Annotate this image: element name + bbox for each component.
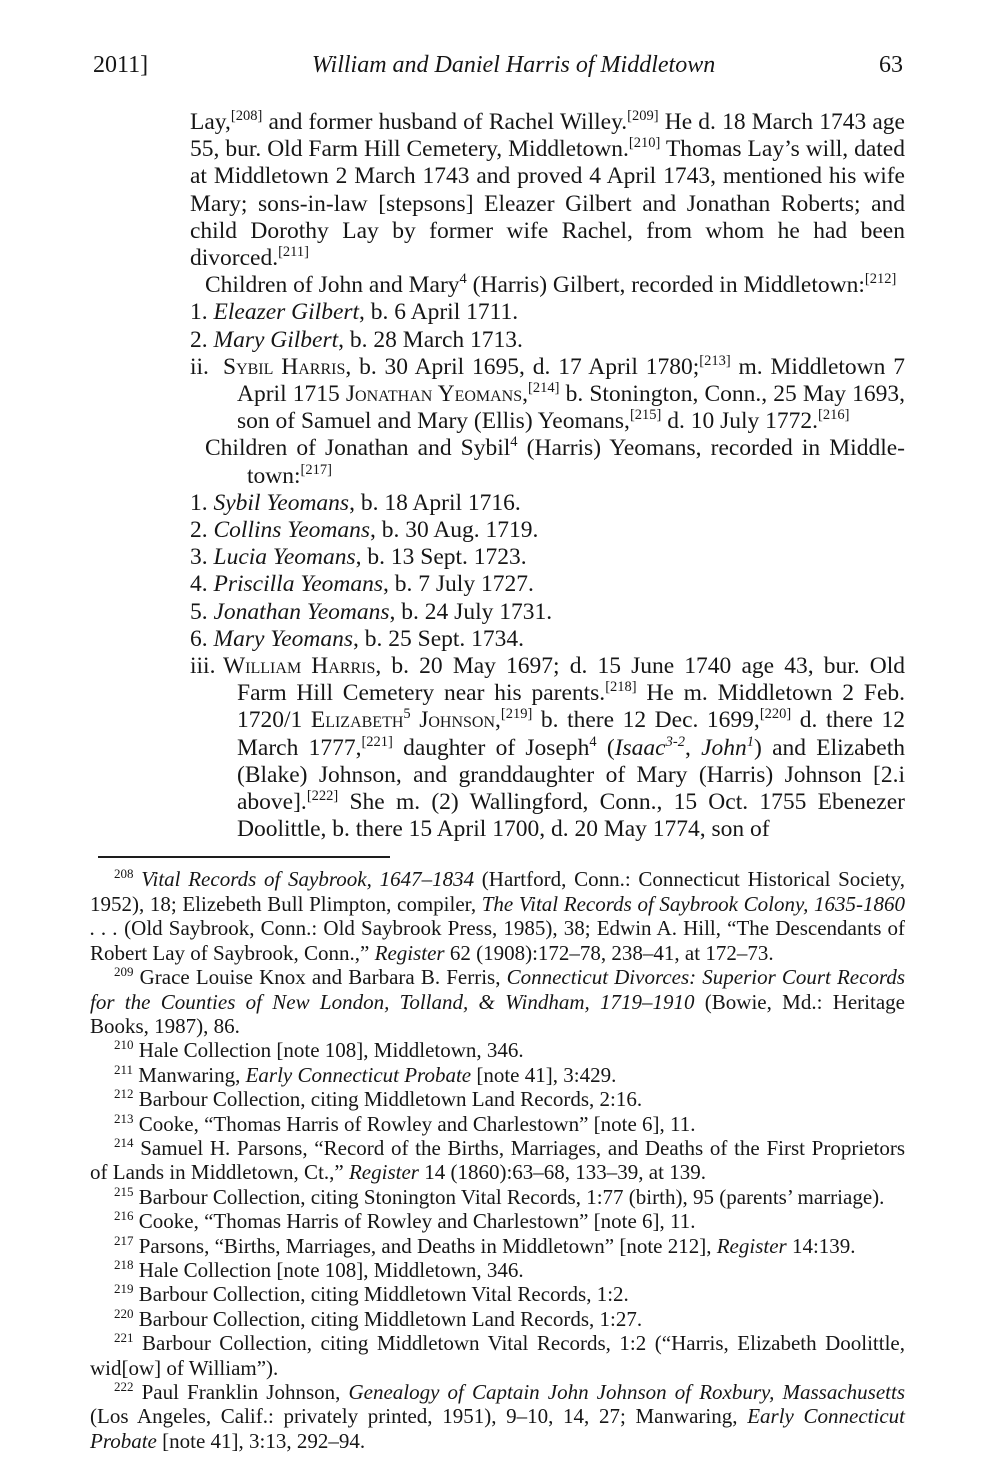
footnote-number: 219 — [114, 1281, 134, 1297]
text-run: daughter of Joseph — [392, 734, 590, 761]
text-run: Priscilla Yeomans — [213, 571, 384, 598]
text-run: Manwaring, — [138, 1062, 246, 1087]
text-run: 6. — [190, 625, 214, 652]
text-run: Connecticut Divorces: Superior Court Records for the Counties of New London, Tolland, & Windham, 1719–1910 — [90, 965, 906, 1014]
text-run: Eleazer Gilbert — [213, 299, 360, 326]
entry-roman-numeral: iii. — [190, 653, 216, 680]
text-run: b. Stonington, Conn., 25 May 1693, son of Samuel and Mary (Ellis) Yeomans, — [237, 381, 905, 435]
footnote-reference: [209] — [627, 108, 659, 125]
footnote-number: 210 — [114, 1037, 134, 1053]
child-item-sybil-yeomans — [190, 490, 905, 517]
footnote-number: 222 — [114, 1379, 134, 1395]
text-run: , — [522, 381, 529, 408]
text-run: Register — [716, 1233, 787, 1258]
text-run: , b. 18 April 1716. — [349, 489, 521, 516]
text-run: (Hartford, Conn.: Connecticut Historical Society, 1952), 18; Elizebeth Bull Plimpton, compiler, — [90, 867, 906, 916]
text-run: Johnson — [419, 707, 496, 734]
footnote-214 — [90, 1136, 905, 1185]
text-run: Barbour Collection, citing Middletown Land Records, 2:16. — [138, 1087, 643, 1112]
text-run: Register — [348, 1160, 419, 1185]
footnote-number: 216 — [114, 1208, 134, 1224]
text-run: , b. 13 Sept. 1723. — [355, 544, 527, 571]
text-run: , b. 30 Aug. 1719. — [370, 517, 539, 544]
footnote-217 — [90, 1234, 905, 1258]
text-run: 3. — [190, 544, 214, 571]
footnote-number: 217 — [114, 1232, 134, 1248]
text-run: (Bowie, Md.: Heritage Books, 1987), 86. — [90, 989, 905, 1038]
text-run: Barbour Collection, citing Stonington Vital Records, 1:77 (birth), 95 (parents’ marriage). — [138, 1184, 885, 1209]
footnote-211 — [90, 1063, 905, 1087]
text-run: ( — [596, 734, 615, 761]
child-item-priscilla-yeomans — [190, 571, 905, 598]
footnote-reference: 5 — [403, 706, 411, 723]
footnote-number: 212 — [114, 1086, 134, 1102]
text-run: (Los Angeles, Calif.: privately printed, 1951), 9–10, 14, 27; Manwaring, — [90, 1404, 748, 1429]
footnote-reference: [219] — [500, 706, 533, 723]
entry-sybil-harris — [190, 354, 905, 436]
text-run: Elizabeth — [310, 707, 404, 734]
footnote-reference: 4 — [510, 434, 518, 451]
footnote-reference: [212] — [864, 271, 897, 288]
footnote-number: 215 — [114, 1183, 134, 1199]
footnote-210 — [90, 1038, 905, 1062]
page-number: 63 — [878, 52, 903, 78]
text-run: (Old Saybrook, Conn.: Old Saybrook Press, 1985), 38; Edwin A. Hill, “The Descendants of Robert Lay of Saybrook, Conn.,” — [90, 916, 905, 965]
footnote-number: 220 — [114, 1305, 134, 1321]
text-run: Lay, — [190, 109, 231, 135]
text-run: 4. — [190, 571, 214, 598]
text-run: b. there 12 Dec. 1699, — [532, 707, 760, 734]
text-run: Cooke, “Thomas Harris of Rowley and Charlestown” [note 6], 11. — [138, 1111, 696, 1136]
children-heading-yeomans — [190, 435, 905, 489]
text-run: Jonathan Yeomans — [213, 598, 390, 625]
text-run: , — [495, 707, 501, 734]
text-run: (Harris) Yeomans, recorded in Middle- — [517, 435, 905, 462]
footnote-221 — [90, 1331, 905, 1380]
footnote-reference: [213] — [699, 353, 731, 369]
footnote-reference: [210] — [628, 135, 661, 152]
footnote-reference: [216] — [818, 407, 850, 424]
text-run: Children of John and Mary — [205, 272, 460, 299]
footnote-separator — [98, 856, 390, 858]
footnote-209 — [90, 965, 905, 1038]
text-run: 14 (1860):63–68, 133–39, at 139. — [418, 1160, 706, 1185]
text-run: Sybil Harris — [223, 353, 346, 380]
footnote-reference: [220] — [759, 706, 792, 723]
footnote-215 — [90, 1185, 905, 1209]
footnote-reference: [218] — [605, 679, 637, 696]
footnote-reference: [208] — [230, 108, 263, 125]
child-item-lucia-yeomans — [190, 544, 905, 571]
text-run: Barbour Collection, citing Middletown Vital Records, 1:2. — [138, 1282, 629, 1307]
text-run: Isaac — [614, 734, 666, 761]
text-run: d. 10 July 1772. — [661, 408, 819, 435]
text-run: , — [684, 734, 702, 761]
text-run: Jonathan Yeomans — [345, 381, 523, 408]
child-item-jonathan-yeomans — [190, 599, 905, 626]
paragraph-thomas-lay — [190, 109, 905, 272]
entry-roman-numeral: ii. — [190, 353, 209, 380]
text-run: Cooke, “Thomas Harris of Rowley and Charlestown” [note 6], 11. — [138, 1209, 696, 1234]
child-item-mary-yeomans — [190, 626, 905, 653]
text-run: Early Connecticut Probate — [90, 1404, 905, 1453]
text-run: Paul Franklin Johnson, — [141, 1380, 349, 1405]
text-run: John — [701, 734, 747, 761]
footnote-216 — [90, 1209, 905, 1233]
footnote-reference: 4 — [589, 733, 597, 750]
text-run: Lucia Yeomans — [213, 544, 356, 571]
footnote-reference: [211] — [278, 244, 309, 261]
text-run: Thomas Lay’s will, dated at Middletown 2 March 1743 and proved 4 April 1743, mentioned his wife Mary; sons-in-law [stepsons] Eleazer Gilbert and Jonathan Roberts; and child Dorothy Lay by former wife Rachel, from whom he had been divorced. — [190, 136, 905, 272]
text-run: , b. 28 March 1713. — [338, 326, 523, 353]
footnote-219 — [90, 1282, 905, 1306]
text-run: Register — [374, 940, 445, 965]
footnotes — [90, 867, 905, 1453]
text-run: , b. 20 May 1697; d. 15 June 1740 age 43, bur. Old Farm Hill Cemetery near his parents. — [237, 653, 905, 707]
footnote-number: 218 — [114, 1256, 134, 1272]
text-run: and former husband of Rachel Willey. — [262, 109, 628, 135]
footnote-number: 214 — [114, 1134, 134, 1150]
running-title: William and Daniel Harris of Middletown — [311, 52, 716, 78]
child-item-collins-yeomans — [190, 517, 905, 544]
text-run: Children of Jonathan and Sybil — [205, 435, 511, 462]
text-run: , b. 30 April 1695, d. 17 April 1780; — [345, 353, 700, 380]
text-run: 1. — [190, 489, 214, 516]
text-run: (Harris) Gilbert, recorded in Middletown: — [466, 272, 865, 299]
footnote-reference: [221] — [361, 733, 393, 750]
text-run: Mary Yeomans — [213, 625, 353, 652]
text-run: 62 (1908):172–78, 238–41, at 172–73. — [444, 940, 774, 965]
text-run: 2. — [190, 517, 214, 544]
text-run: Sybil Yeomans — [213, 489, 350, 516]
text-run: William Harris — [223, 653, 376, 680]
text-run: Barbour Collection, citing Middletown Vital Records, 1:2 (“Harris, Elizabeth Doolittle, wid[ow] of William”). — [90, 1331, 906, 1380]
text-run: 5. — [190, 598, 214, 625]
text-run: Hale Collection [note 108], Middletown, 346. — [138, 1038, 524, 1063]
footnote-number: 213 — [114, 1110, 134, 1126]
text-run: Hale Collection [note 108], Middletown, 346. — [138, 1257, 524, 1282]
text-run: , b. 24 July 1731. — [389, 598, 553, 625]
footnote-reference: 4 — [459, 271, 467, 288]
text-run: 2. — [190, 326, 214, 353]
footnote-reference: [215] — [629, 407, 662, 424]
footnote-220 — [90, 1307, 905, 1331]
text-run: He d. 18 March 1743 age 55, bur. Old Farm Hill Cemetery, Middletown. — [190, 109, 905, 163]
child-item-mary-gilbert — [190, 327, 905, 354]
text-run: , b. 6 April 1711. — [359, 299, 519, 326]
text-run: Genealogy of Captain John Johnson of Roxbury, Massachusetts — [348, 1380, 906, 1405]
footnote-212 — [90, 1087, 905, 1111]
footnote-reference: [214] — [528, 380, 560, 397]
page-header — [0, 0, 1000, 79]
text-run: d. there 12 March 1777, — [237, 707, 905, 761]
text-run: m. Middletown 7 April 1715 — [237, 353, 905, 408]
body-paragraphs — [190, 109, 905, 843]
children-heading-gilbert — [190, 272, 905, 299]
text-run: She m. (2) Wallingford, Conn., 15 Oct. 1755 Ebenezer Doolittle, b. there 15 April 1700, d. 20 May 1774, son of — [237, 789, 905, 843]
child-item-eleazer-gilbert — [190, 299, 905, 326]
text-run: Collins Yeomans — [213, 517, 370, 544]
text-run: 1. — [190, 299, 214, 326]
footnote-number: 209 — [114, 964, 134, 980]
footnote-reference: 1 — [746, 733, 755, 750]
footnote-213 — [90, 1112, 905, 1136]
footnote-reference: [222] — [306, 788, 339, 805]
footnote-number: 208 — [114, 866, 134, 882]
footnote-208 — [90, 867, 905, 965]
footnote-number: 211 — [114, 1061, 134, 1077]
text-run: Mary Gilbert — [213, 326, 339, 353]
footnote-218 — [90, 1258, 905, 1282]
text-run: Samuel H. Parsons, “Record of the Births, Marriages, and Deaths of the First Proprietors of Lands in Middletown, Ct.,” — [90, 1135, 905, 1185]
footnote-reference: [217] — [300, 461, 332, 478]
text-run: He m. Middletown 2 Feb. 1720/1 — [237, 680, 905, 734]
text-run: Barbour Collection, citing Middletown Land Records, 1:27. — [138, 1306, 643, 1331]
text-run: The Vital Records of Saybrook Colony, 1635-1860 . . . — [90, 891, 905, 941]
text-run: Parsons, “Births, Marriages, and Deaths in Middletown” [note 212], — [138, 1233, 717, 1258]
footnote-number: 221 — [114, 1330, 134, 1346]
text-run: Grace Louise Knox and Barbara B. Ferris, — [139, 965, 507, 990]
text-run: Vital Records of Saybrook, 1647–1834 — [141, 867, 475, 892]
text-run: , b. 25 Sept. 1734. — [353, 625, 525, 652]
header-year: 2011] — [93, 52, 149, 78]
text-run: , b. 7 July 1727. — [383, 571, 534, 598]
text-run: Early Connecticut Probate — [245, 1062, 472, 1087]
text-run: 14:139. — [786, 1233, 856, 1258]
text-run: [note 41], 3:13, 292–94. — [156, 1428, 366, 1453]
footnote-222 — [90, 1380, 905, 1453]
text-run: town: — [247, 462, 301, 489]
entry-william-harris — [190, 653, 905, 843]
text-run: [note 41], 3:429. — [471, 1062, 617, 1087]
footnote-reference: 3-2 — [665, 733, 685, 750]
text-run — [411, 707, 420, 733]
text-run: ) and Elizabeth (Blake) Johnson, and granddaughter of Mary (Harris) Johnson [2.i above]. — [237, 734, 905, 816]
